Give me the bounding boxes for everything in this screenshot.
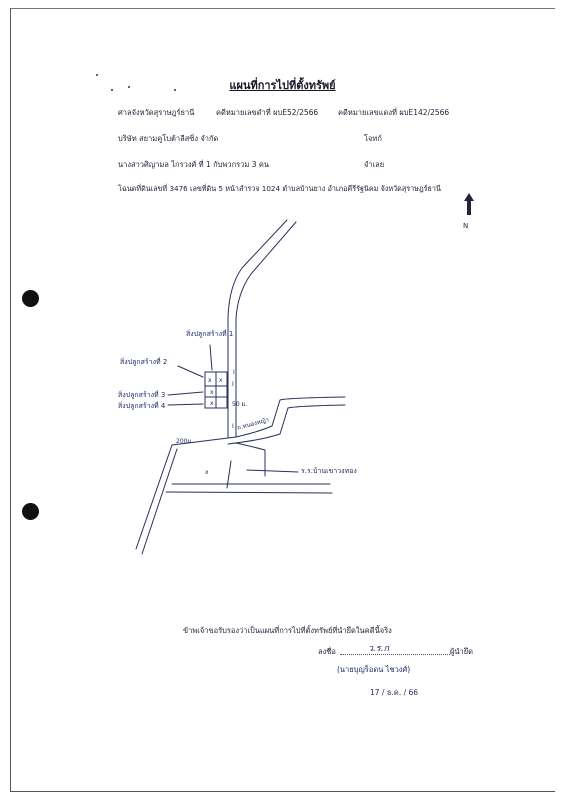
label-distance: 200ม. bbox=[176, 438, 194, 445]
page-title: แผนที่การไปที่ตั้งทรัพย์ bbox=[229, 79, 336, 92]
label-building-3: สิ่งปลูกสร้างที่ 3 bbox=[118, 391, 166, 399]
arrow-building-1 bbox=[210, 345, 212, 370]
cross-road-bottom bbox=[166, 492, 332, 493]
label-building-4: สิ่งปลูกสร้างที่ 4 bbox=[118, 402, 166, 410]
road-tick-1: I bbox=[233, 369, 235, 376]
label-building-1: สิ่งปลูกสร้างที่ 1 bbox=[186, 330, 234, 338]
mark-x-2: x bbox=[219, 377, 223, 384]
arrow-building-2 bbox=[178, 366, 203, 377]
signature-line bbox=[340, 654, 450, 655]
plaintiff-name: บริษัท สยามคูโบต้าลีสซิ่ง จำกัด bbox=[118, 134, 219, 143]
arrow-school bbox=[247, 470, 298, 472]
red-case-number: คดีหมายเลขแดงที่ ผบE142/2566 bbox=[338, 108, 450, 117]
signature: ว.ร.ก bbox=[368, 644, 390, 654]
lower-road-junction bbox=[236, 443, 265, 476]
arrow-building-4 bbox=[168, 404, 203, 405]
defendant-role: จำเลย bbox=[364, 160, 385, 169]
mark-x-3: x bbox=[210, 389, 214, 396]
arrow-building-3 bbox=[168, 392, 203, 395]
label-building-2: สิ่งปลูกสร้างที่ 2 bbox=[120, 358, 168, 366]
label-junction: 50 ม. bbox=[232, 401, 248, 408]
court-name: ศาลจังหวัดสุราษฎร์ธานี bbox=[118, 108, 195, 117]
certification-statement: ข้าพเจ้าขอรับรองว่าเป็นแผนที่การไปที่ตั้งทรัพย์ที่นำยึดในคดีนี้จริง bbox=[183, 626, 392, 635]
mark-x-5: x bbox=[205, 469, 209, 476]
label-school: ร.ร.บ้านเขาวงทอง bbox=[301, 467, 357, 475]
road-tick-3: I bbox=[232, 423, 234, 430]
side-road-upper-edge bbox=[236, 397, 345, 437]
land-deed-details: โฉนดที่ดินเลขที่ 3476 เลขที่ดิน 5 หน้าสำรวจ 1024 ตำบลบ้านยาง อำเภอคีรีรัฐนิคม จังหวัดสุราษฎร์ธานี bbox=[118, 184, 441, 193]
defendant-name: นางสาวศิญามล ไกรวงศ์ ที่ 1 กับพวกรวม 3 คน bbox=[118, 160, 269, 169]
signature-suffix: ผู้นำยึด bbox=[450, 647, 473, 656]
signature-date: 17 / ธ.ค. / 66 bbox=[370, 688, 419, 697]
north-label: N bbox=[463, 222, 469, 230]
lower-road-right bbox=[142, 449, 177, 554]
printed-name: (นายบุญร็อดน ไชวงศ์) bbox=[337, 665, 411, 674]
lower-road-left bbox=[136, 437, 236, 549]
mark-x-4: x bbox=[210, 400, 214, 407]
plaintiff-role: โจทก์ bbox=[364, 134, 382, 143]
road-tick-2: I bbox=[232, 381, 234, 388]
signature-prefix: ลงชื่อ bbox=[318, 647, 336, 656]
black-case-number: คดีหมายเลขดำที่ ผบE52/2566 bbox=[216, 108, 319, 117]
mark-x-1: x bbox=[208, 377, 212, 384]
label-road: ถ.หนองหญ้า bbox=[236, 416, 270, 432]
